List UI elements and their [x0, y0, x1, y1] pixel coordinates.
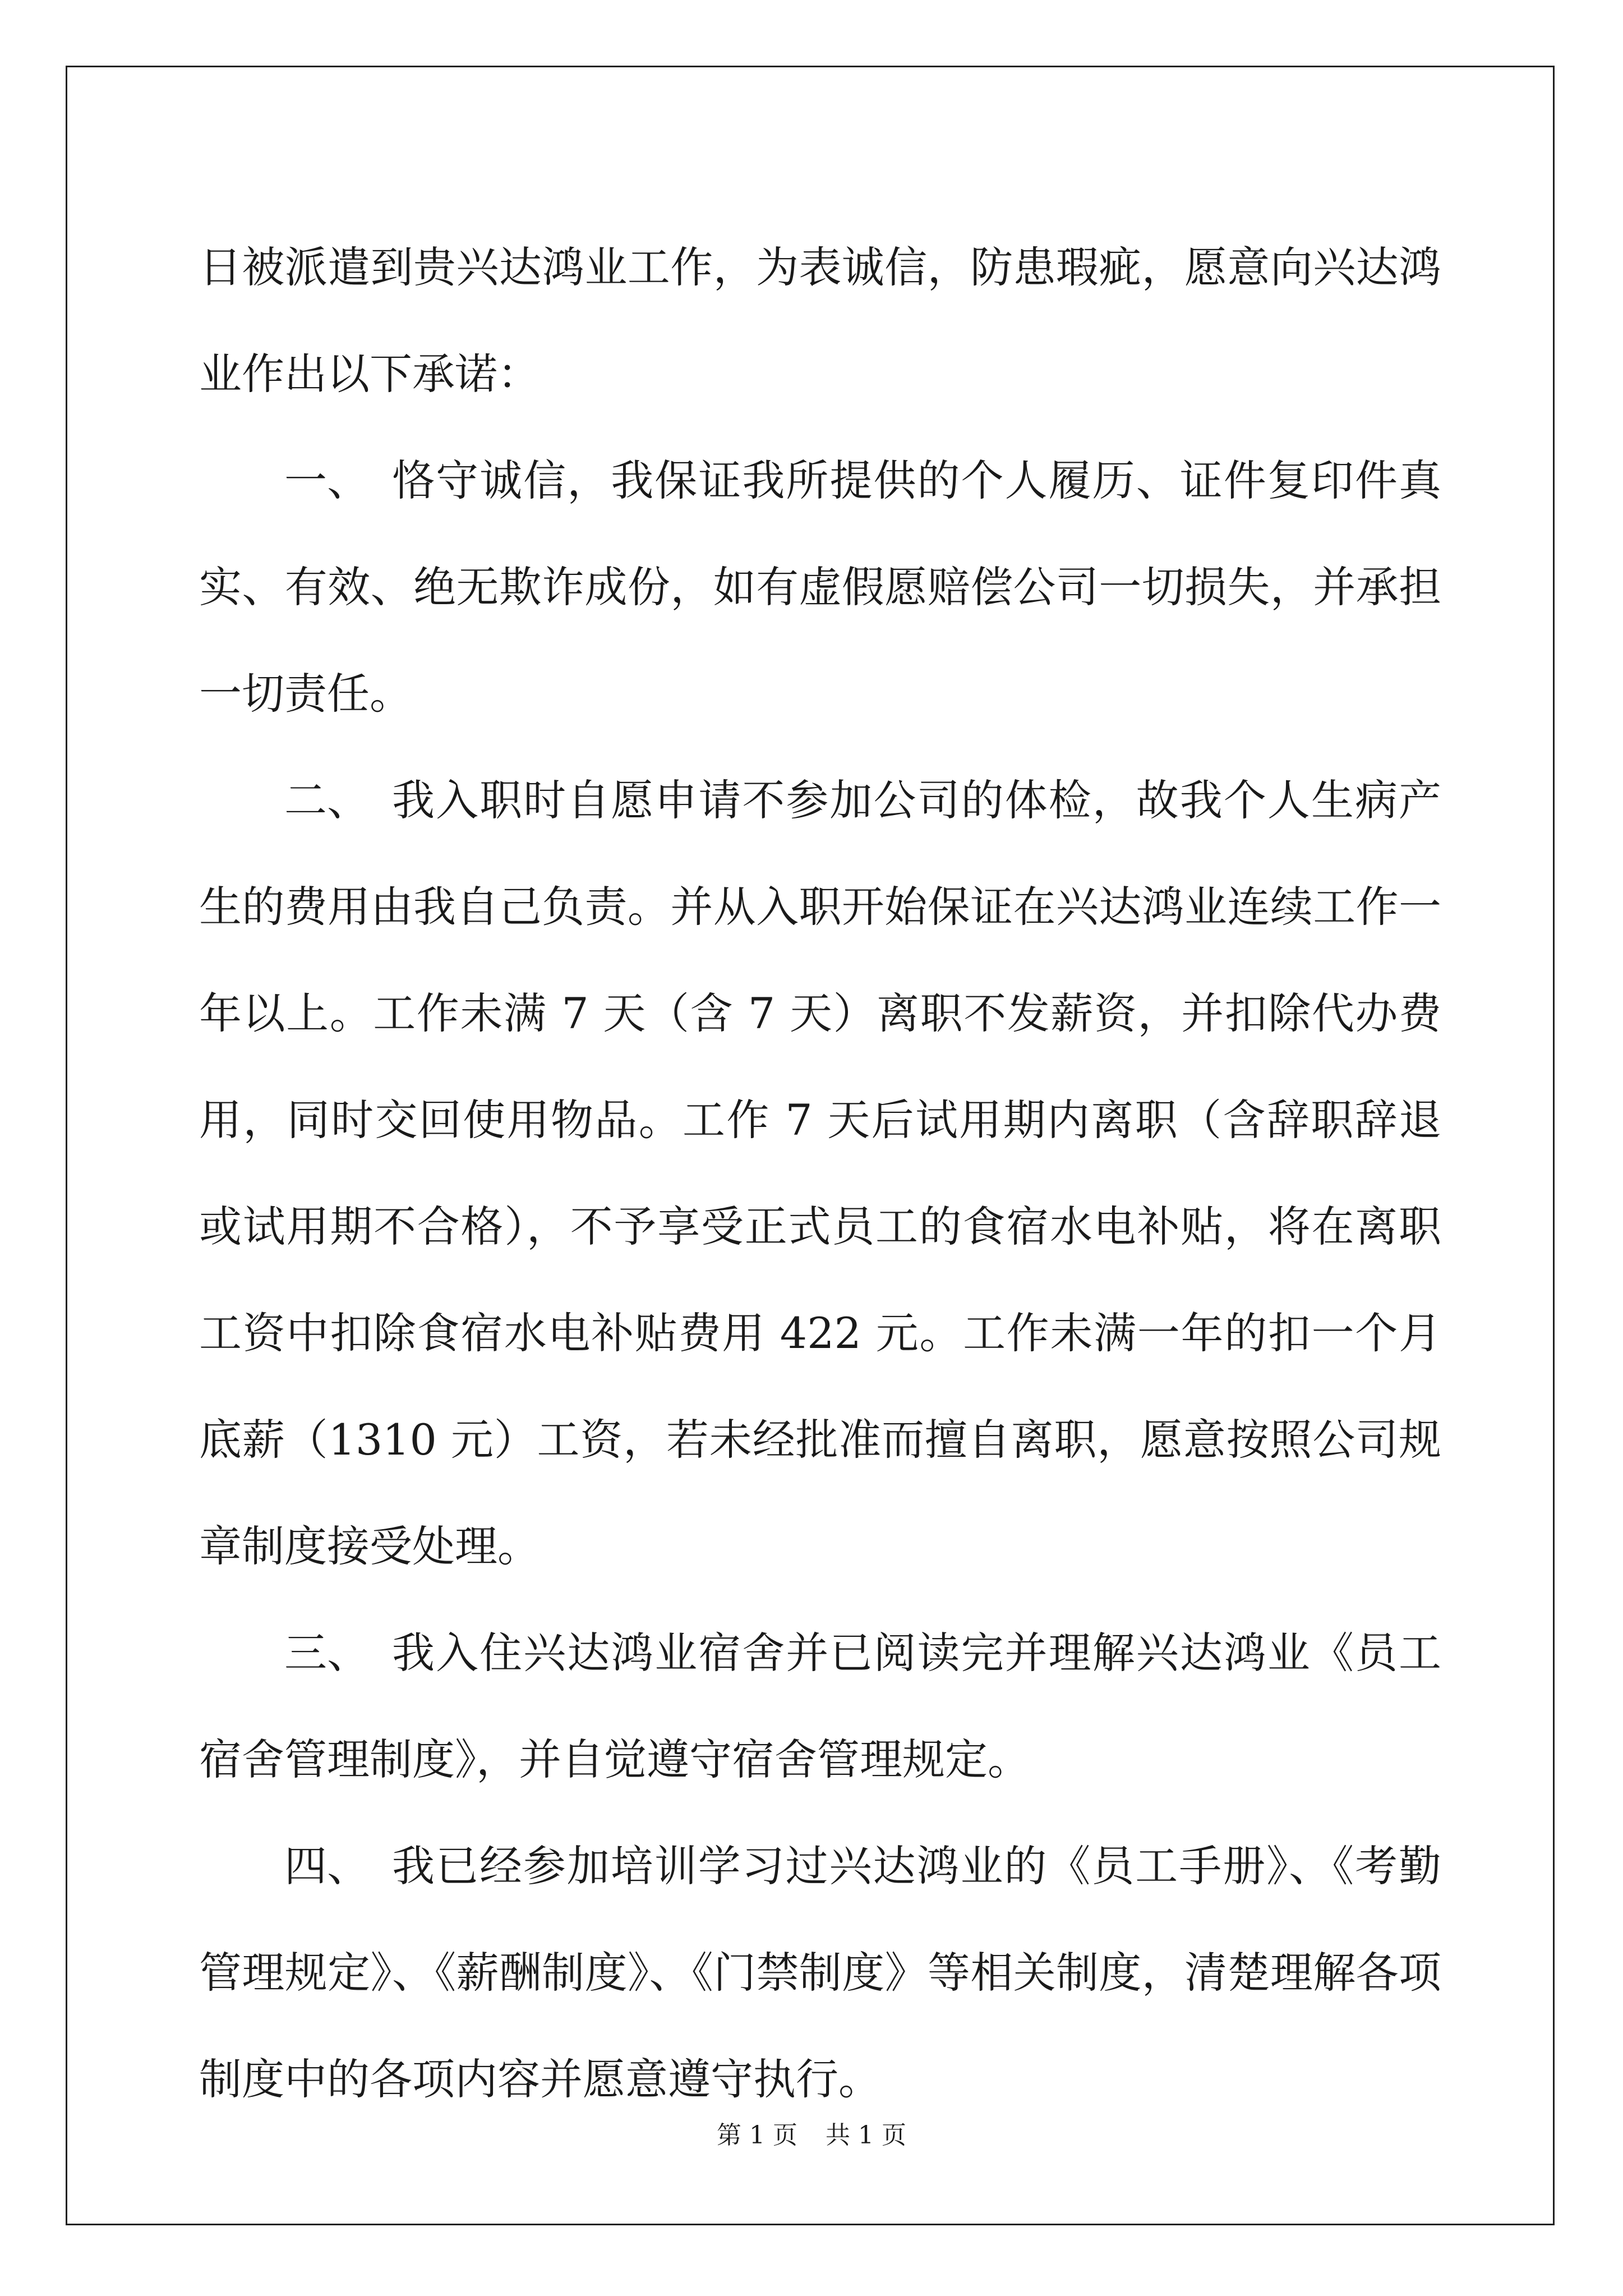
page-number: 第 1 页 [717, 2121, 797, 2150]
paragraph-clause-3 [199, 1600, 1441, 1813]
paragraph-text: 我入职时自愿申请不参加公司的体检，故我个人生病产生的费用由我自己负责。并从入职开始保证在兴达鸿业连续工作一年以上。工作未满 7 天（含 7 天）离职不发薪资，并扣除代办费用，同时交回使用物品。工作 7 天后试用期内离职（含辞职辞退或试用期不合格），不予享受正式员工的食宿水电补贴，将在离职工资中扣除食宿水电补贴费用 422 元。工作未满一年的扣一个月底薪（1310 元）工资，若未经批准而擅自离职，愿意按照公司规章制度接受处理。 [199, 775, 1441, 1571]
page-total: 共 1 页 [826, 2121, 906, 2150]
paragraph-text: 我入住兴达鸿业宿舍并已阅读完并理解兴达鸿业《员工宿舍管理制度》，并自觉遵守宿舍管理规定。 [199, 1628, 1441, 1784]
paragraph-text: 日被派遣到贵兴达鸿业工作，为表诚信，防患瑕疵，愿意向兴达鸿业作出以下承诺： [199, 242, 1441, 399]
clause-number: 二、 [284, 775, 370, 825]
page-footer [0, 2115, 1623, 2151]
clause-number: 一、 [284, 455, 370, 505]
paragraph-clause-2 [199, 747, 1441, 1600]
document-body [199, 214, 1441, 2133]
clause-number: 三、 [284, 1628, 370, 1678]
paragraph-text: 我已经参加培训学习过兴达鸿业的《员工手册》、《考勤管理规定》、《薪酬制度》、《门禁制度》等相关制度，清楚理解各项制度中的各项内容并愿意遵守执行。 [199, 1841, 1441, 2104]
paragraph-intro [199, 214, 1441, 427]
paragraph-clause-4 [199, 1813, 1441, 2133]
clause-number: 四、 [284, 1841, 370, 1891]
paragraph-clause-1 [199, 427, 1441, 747]
paragraph-text: 恪守诚信，我保证我所提供的个人履历、证件复印件真实、有效、绝无欺诈成份，如有虚假愿赔偿公司一切损失，并承担一切责任。 [199, 455, 1441, 719]
